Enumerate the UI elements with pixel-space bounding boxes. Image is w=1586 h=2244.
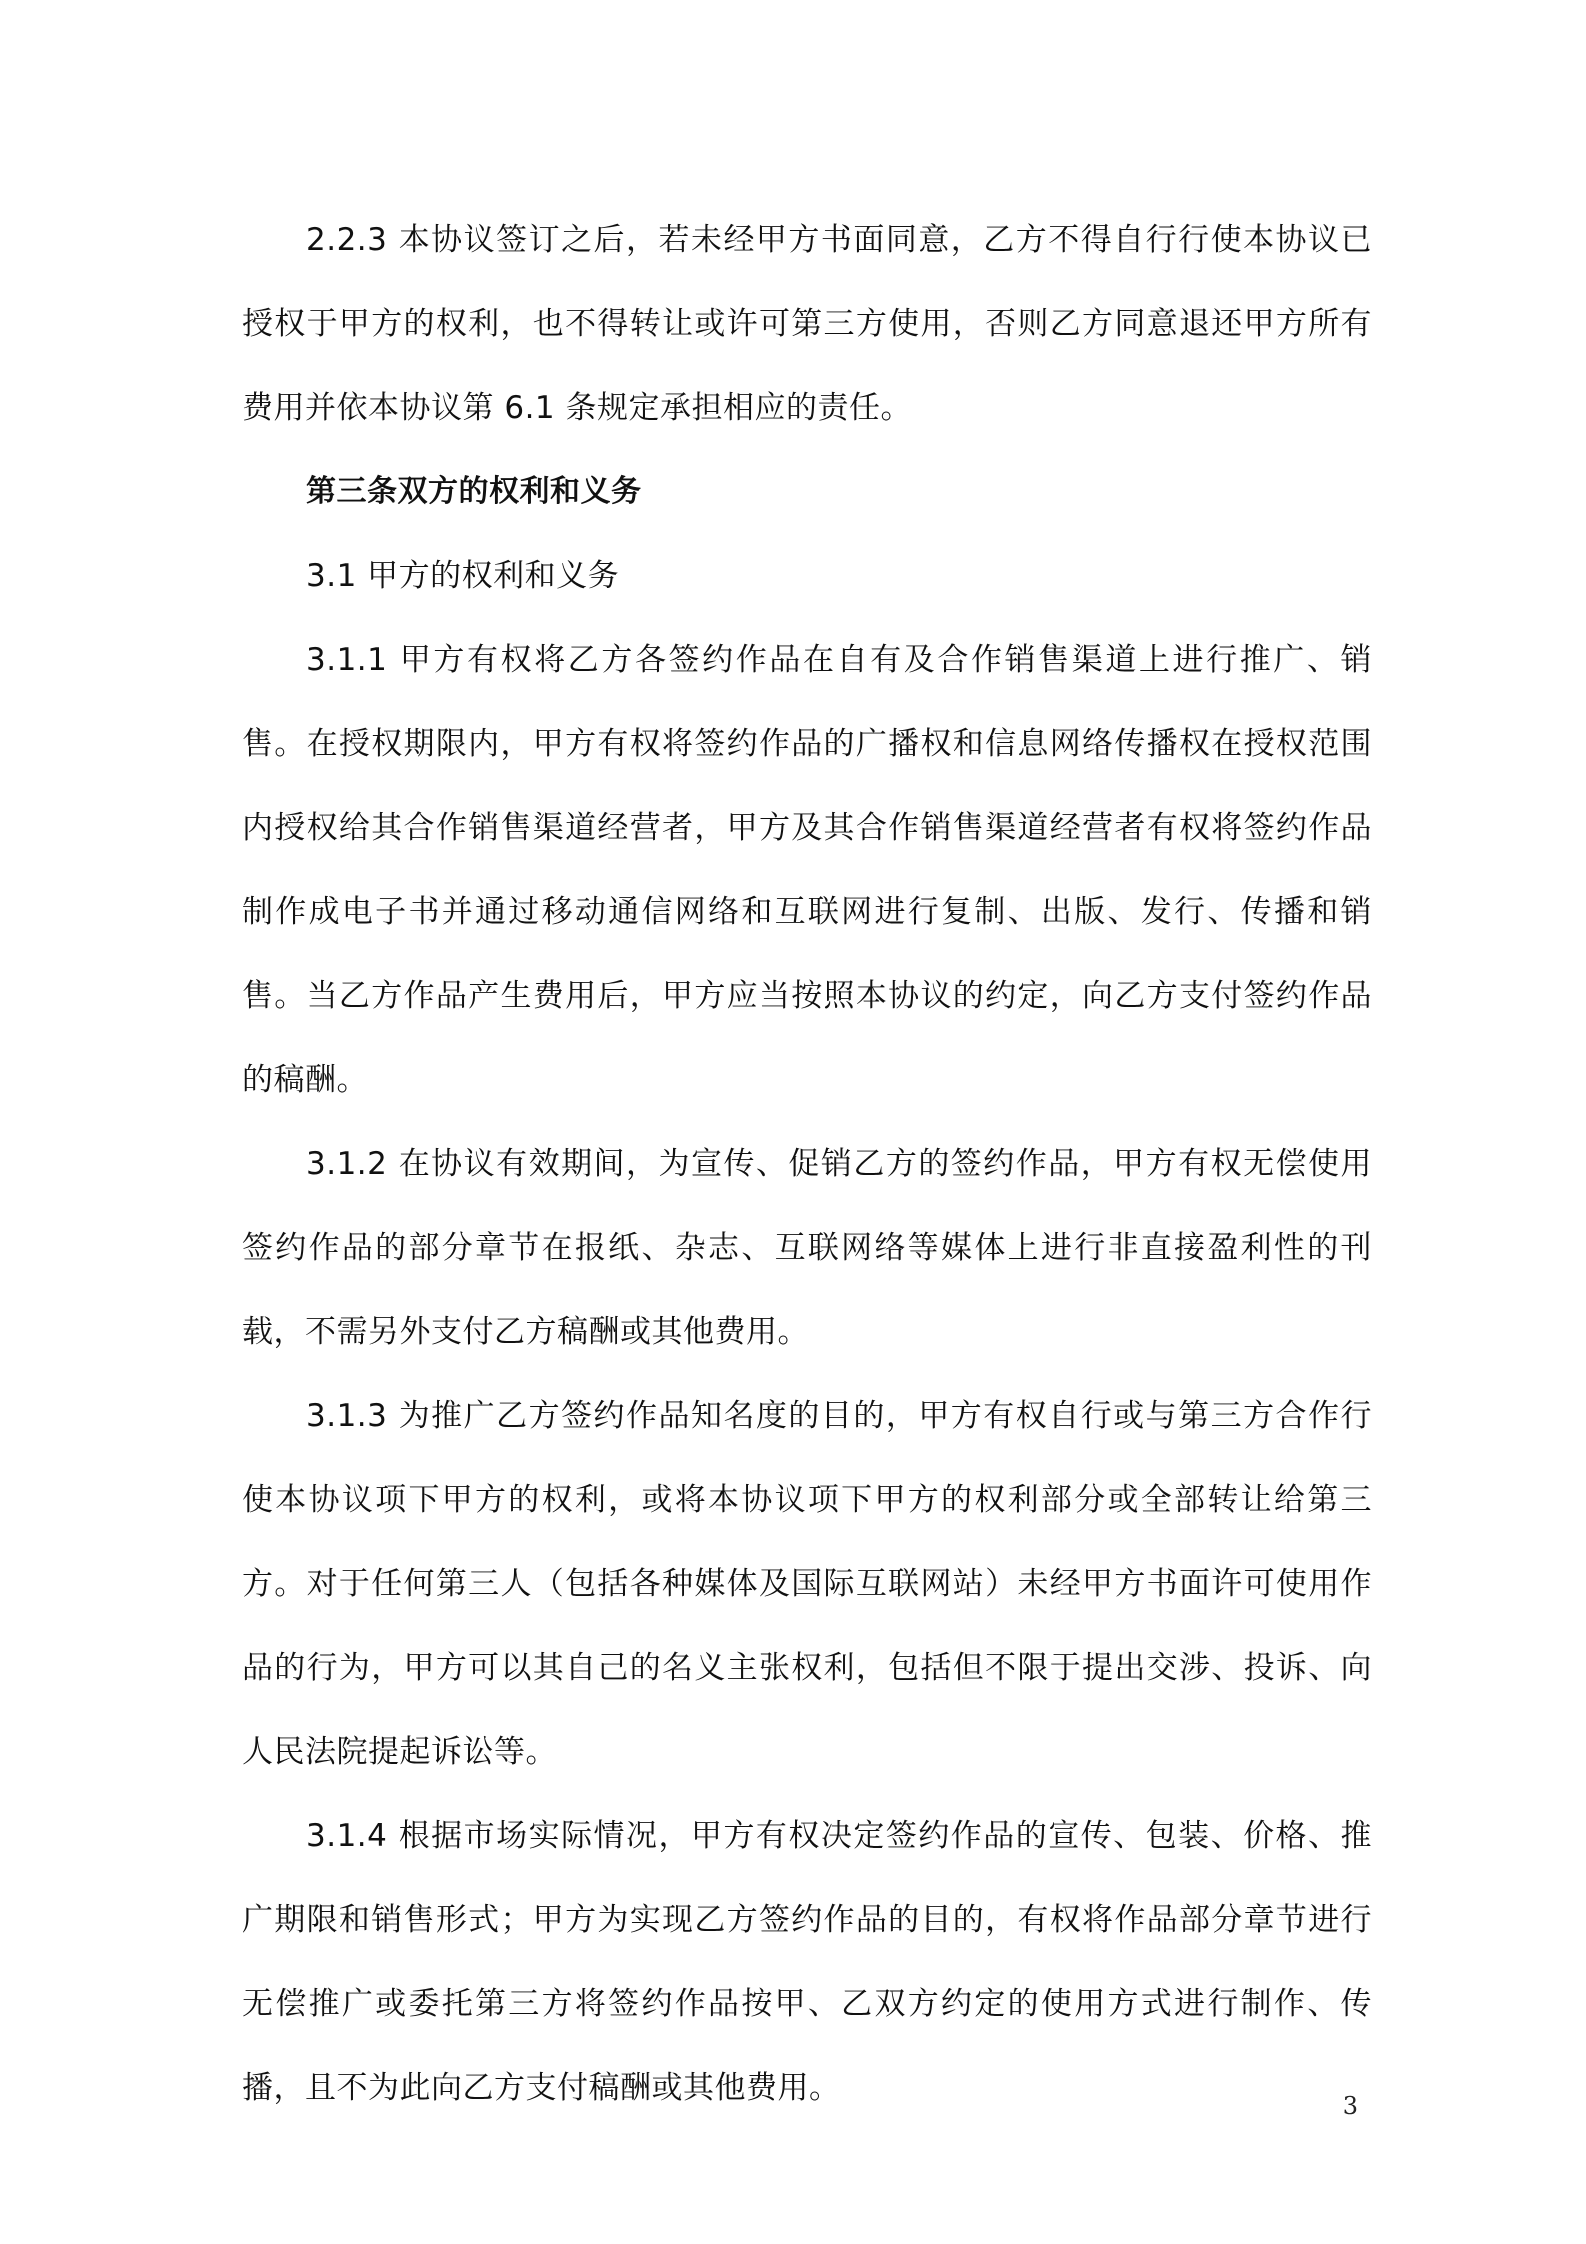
section-3-1-heading: 3.1 甲方的权利和义务 xyxy=(306,558,620,594)
clause-3-1-2: 3.1.2 在协议有效期间，为宣传、促销乙方的签约作品，甲方有权无偿使用签约作品的部分章节在报纸、杂志、互联网络等媒体上进行非直接盈利性的刊载，不需另外支付乙方稿酬或其他费用。 xyxy=(242,1146,1372,1350)
page-number: 3 xyxy=(1342,2092,1358,2120)
clause-3-1-4: 3.1.4 根据市场实际情况，甲方有权决定签约作品的宣传、包装、价格、推广期限和销售形式；甲方为实现乙方签约作品的目的，有权将作品部分章节进行无偿推广或委托第三方将签约作品按甲、乙双方约定的使用方式进行制作、传播，且不为此向乙方支付稿酬或其他费用。 xyxy=(242,1818,1372,2106)
clause-2-2-3: 2.2.3 本协议签订之后，若未经甲方书面同意，乙方不得自行行使本协议已授权于甲方的权利，也不得转让或许可第三方使用，否则乙方同意退还甲方所有费用并依本协议第 6.1 条规定承担相应的责任。 xyxy=(242,222,1372,426)
clause-3-1-1: 3.1.1 甲方有权将乙方各签约作品在自有及合作销售渠道上进行推广、销售。在授权期限内，甲方有权将签约作品的广播权和信息网络传播权在授权范围内授权给其合作销售渠道经营者，甲方及其合作销售渠道经营者有权将签约作品制作成电子书并通过移动通信网络和互联网进行复制、出版、发行、传播和销售。当乙方作品产生费用后，甲方应当按照本协议的约定，向乙方支付签约作品的稿酬。 xyxy=(242,642,1372,1098)
article-3-heading: 第三条双方的权利和义务 xyxy=(306,474,642,509)
document-body xyxy=(242,198,1372,2130)
clause-3-1-3: 3.1.3 为推广乙方签约作品知名度的目的，甲方有权自行或与第三方合作行使本协议项下甲方的权利，或将本协议项下甲方的权利部分或全部转让给第三方。对于任何第三人（包括各种媒体及国际互联网站）未经甲方书面许可使用作品的行为，甲方可以其自己的名义主张权利，包括但不限于提出交涉、投诉、向人民法院提起诉讼等。 xyxy=(242,1398,1372,1770)
